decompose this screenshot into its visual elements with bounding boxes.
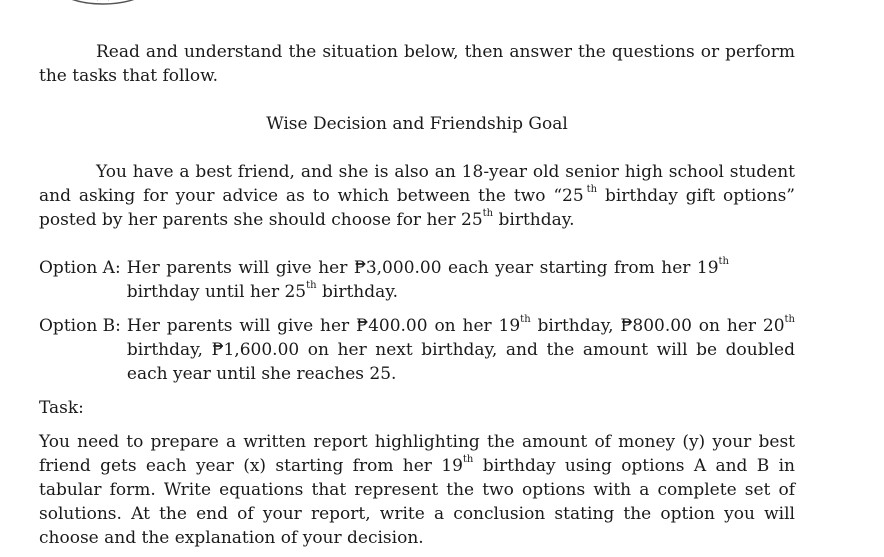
option-a-text-2: birthday until her 25 — [126, 282, 307, 302]
option-a — [39, 256, 729, 304]
situation-paragraph — [39, 160, 795, 232]
option-b-label: Option B: — [39, 316, 121, 336]
task-paragraph — [39, 430, 795, 550]
option-b-text-3: birthday, ₱1,600.00 on her next birthday, and the amount will be doubled each year until she reaches 25. — [126, 340, 795, 384]
superscript-th: th — [462, 454, 474, 466]
option-b-text — [127, 314, 795, 386]
superscript-th: th — [784, 314, 795, 326]
superscript-th: th — [520, 314, 531, 326]
situation-text-1: You have a best friend, and she is also an 18-year old senior high school student and asking for your advice as to which between the two “25 — [39, 162, 795, 206]
document-page — [39, 40, 795, 550]
superscript-th: th — [482, 208, 494, 220]
situation-text-3: birthday. — [498, 210, 575, 230]
task-label: Task: — [39, 398, 84, 418]
option-a-text-1: Her parents will give her ₱3,000.00 each year starting from her 19 — [126, 258, 719, 278]
superscript-th: th — [306, 280, 317, 292]
option-a-label: Option A: — [39, 258, 121, 278]
task-text-1: You need to prepare a written report highlighting the amount of money (y) your best friend gets each year (x) starting from her 19 — [39, 432, 795, 476]
option-b-text-1: Her parents will give her ₱400.00 on her 19 — [126, 316, 521, 336]
task-text-2: birthday using options A and B in tabular form. Write equations that represent the two options with a complete set of solutions. At the end of your report, write a conclusion stating the option you will choose and the explanation of your decision. — [39, 456, 795, 548]
superscript-th: th — [718, 256, 729, 268]
situation-text-2: birthday gift options” posted by her parents she should choose for her 25 — [39, 186, 795, 230]
page-title: Wise Decision and Friendship Goal — [266, 114, 568, 134]
intro-paragraph: Read and understand the situation below, then answer the questions or perform the tasks that follow. — [39, 42, 795, 86]
option-b-text-2: birthday, ₱800.00 on her 20 — [537, 316, 785, 336]
superscript-th: th — [586, 184, 598, 196]
option-b — [39, 314, 795, 386]
option-a-text — [127, 256, 729, 304]
seal-logo-fragment — [48, 0, 158, 8]
option-a-text-3: birthday. — [322, 282, 398, 302]
